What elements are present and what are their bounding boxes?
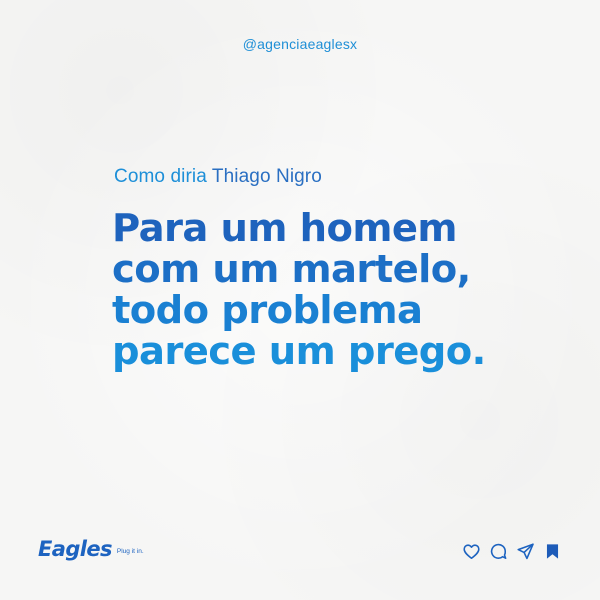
quote-line: Para um homem bbox=[112, 206, 457, 251]
heart-icon[interactable] bbox=[462, 542, 481, 561]
instagram-handle: @agenciaeaglesx bbox=[242, 36, 358, 52]
author-name: Thiago Nigro bbox=[211, 166, 322, 187]
post-actions bbox=[462, 542, 562, 561]
share-icon[interactable] bbox=[516, 542, 535, 561]
brand-logo bbox=[38, 536, 144, 562]
quote-intro bbox=[114, 166, 322, 188]
intro-prefix: Como diria bbox=[114, 166, 207, 187]
quote-line: parece um prego. bbox=[112, 329, 486, 374]
quote-text bbox=[112, 208, 552, 372]
brand-tagline: Plug it in. bbox=[116, 548, 144, 555]
quote-line: todo problema bbox=[112, 288, 423, 333]
comment-icon[interactable] bbox=[489, 542, 508, 561]
brand-name: Eagles bbox=[38, 537, 112, 561]
bookmark-icon[interactable] bbox=[543, 542, 562, 561]
quote-line: com um martelo, bbox=[112, 247, 471, 292]
